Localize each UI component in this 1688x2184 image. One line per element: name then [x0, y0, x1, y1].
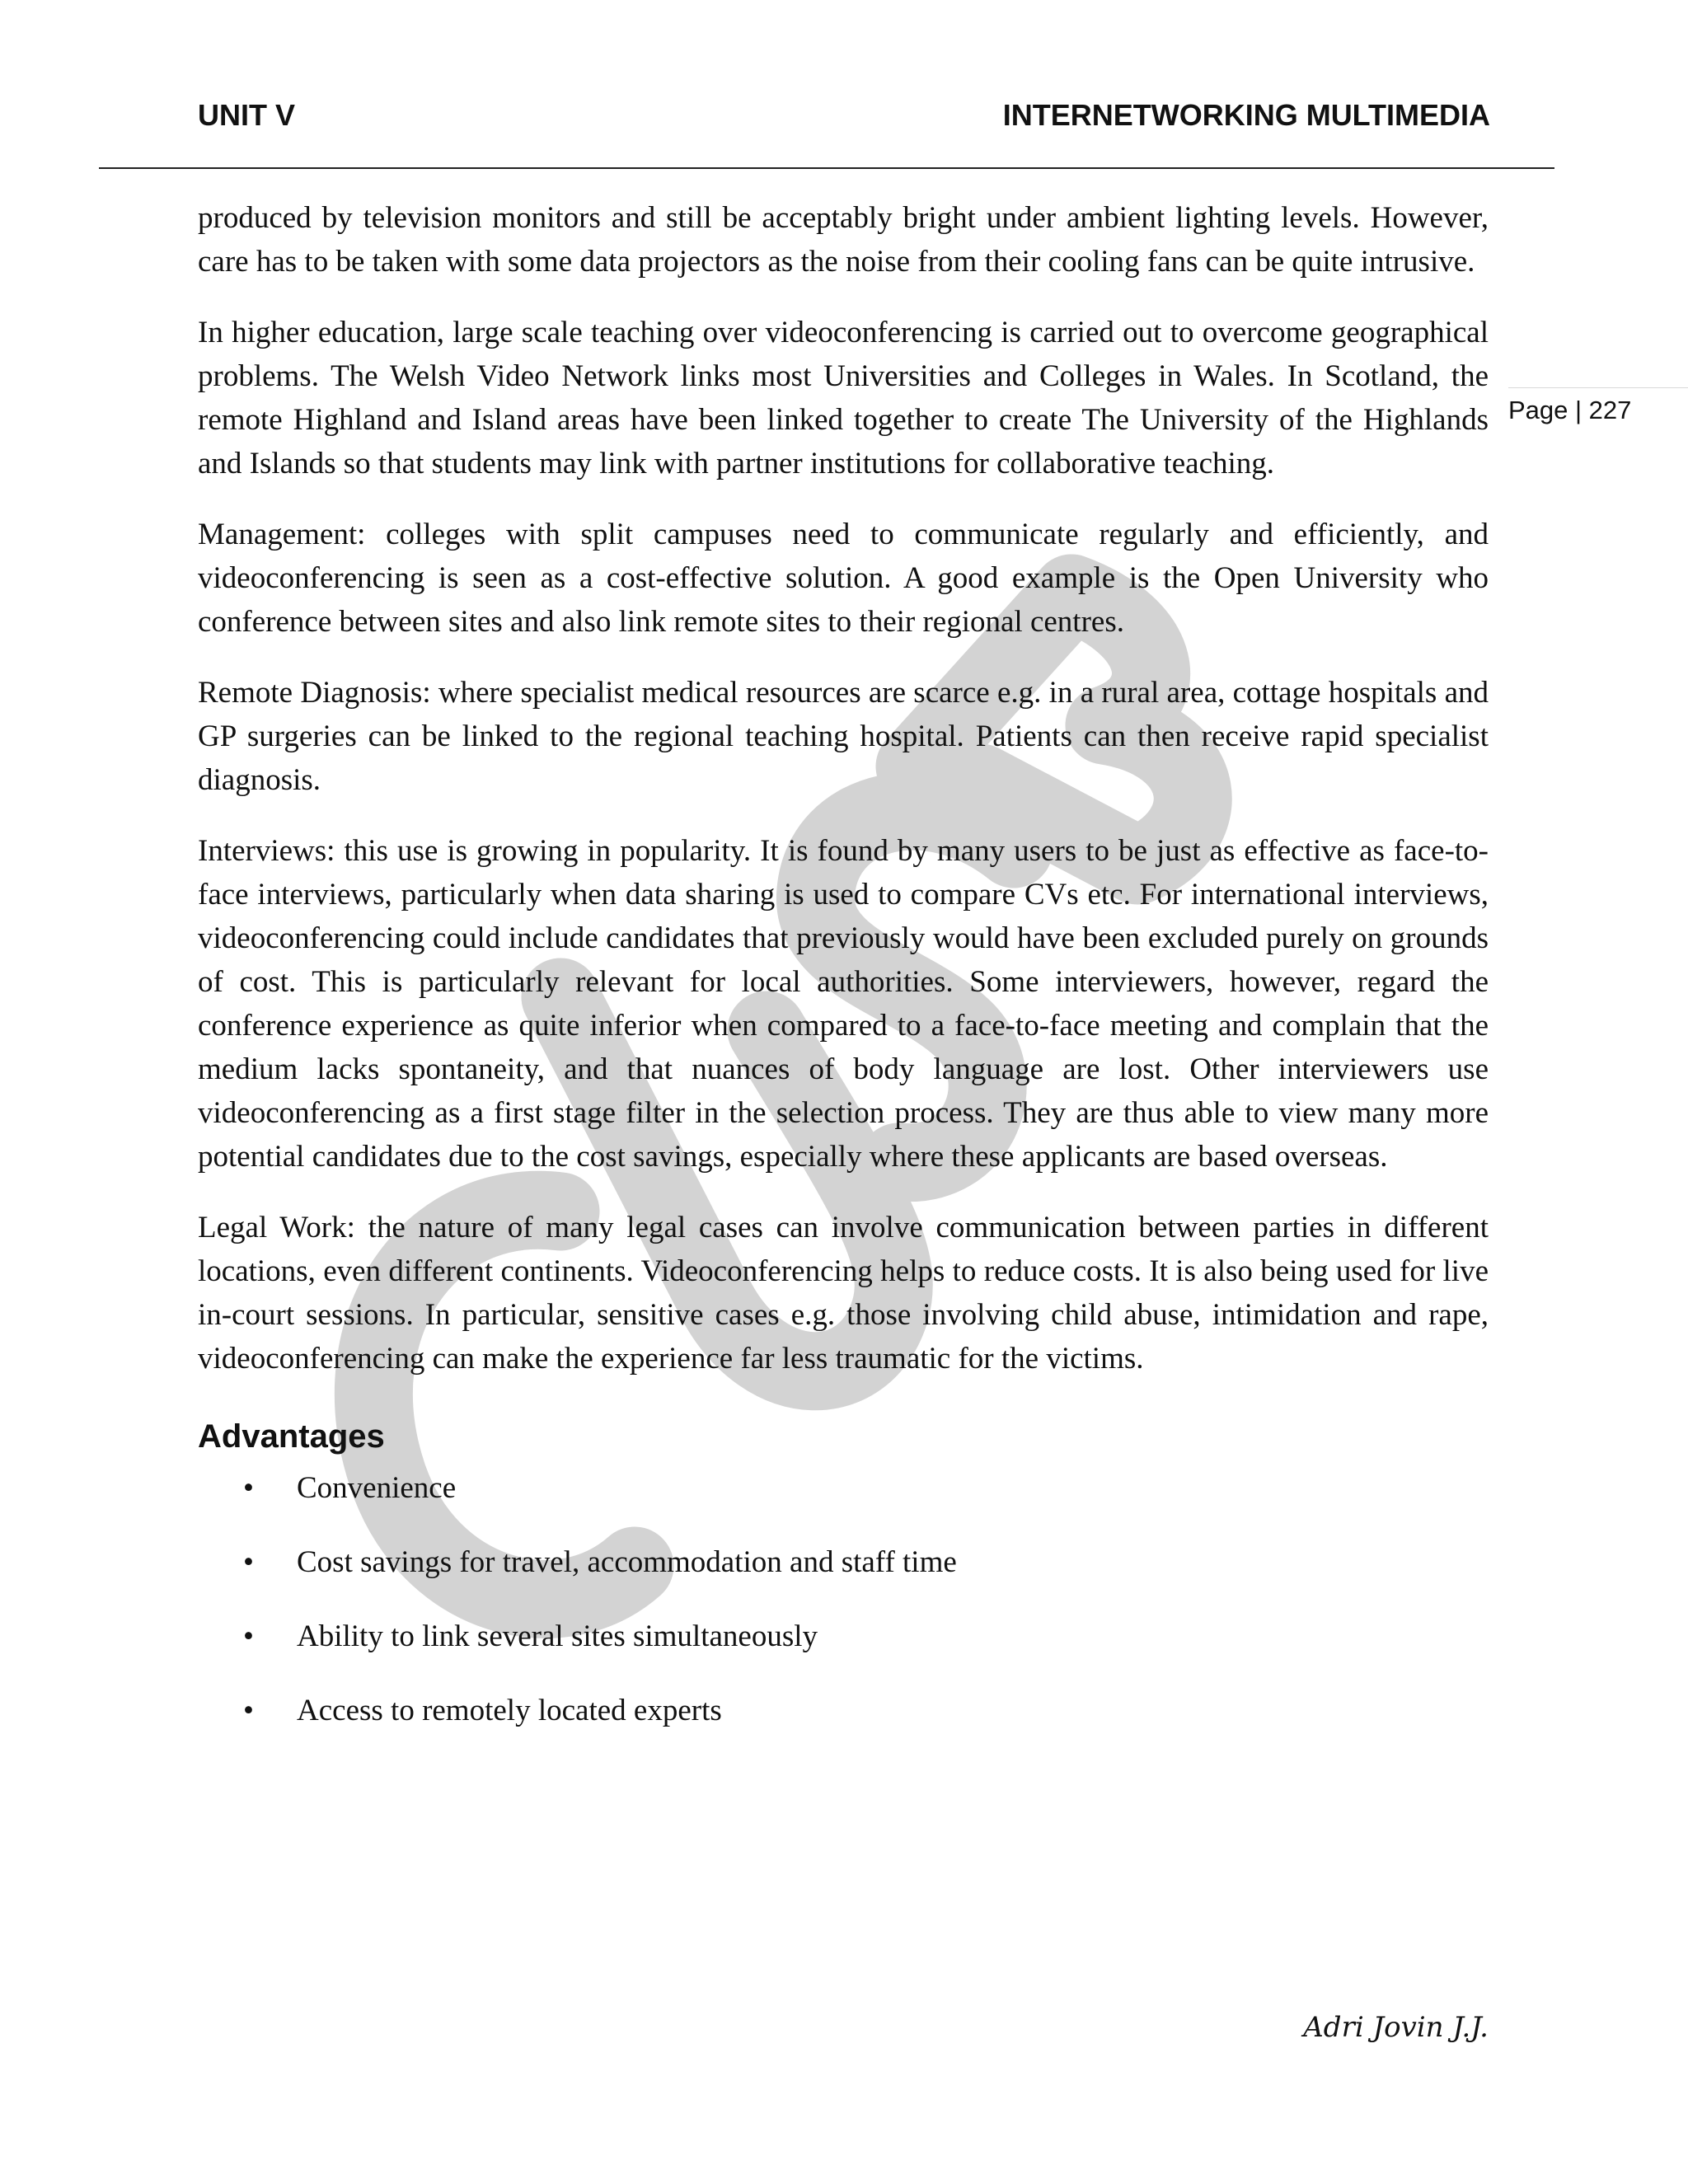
list-item — [243, 1466, 1489, 1510]
author-signature: Adri Jovin J.J. — [1303, 2011, 1489, 2044]
bullet-icon: • — [243, 1545, 254, 1579]
document-body — [198, 196, 1489, 1763]
chapter-title: INTERNETWORKING MULTIMEDIA — [1002, 98, 1490, 132]
page-number-divider — [1508, 387, 1688, 388]
bullet-icon: • — [243, 1619, 254, 1653]
list-item-text: Cost savings for travel, accommodation and staff time — [297, 1545, 957, 1579]
advantages-heading: Advantages — [198, 1418, 385, 1455]
unit-label: UNIT V — [198, 98, 296, 132]
paragraph-management: Management: colleges with split campuses need to communicate regularly and efficiently, and videoconferencing is seen as a cost-effective solution. A good example is the Open University who conference between sites and also link remote sites to their regional centres. — [198, 518, 1489, 639]
list-item-text: Convenience — [297, 1471, 457, 1505]
paragraph-higher-education: In higher education, large scale teaching over videoconferencing is carried out to overcome geographical problems. The Welsh Video Network links most Universities and Colleges in Wales. In Scotland, the remote Highland and Island areas have been linked together to create The University of the Highlands and Islands so that students may link with partner institutions for collaborative teaching. — [198, 316, 1489, 480]
list-item — [243, 1689, 1489, 1732]
list-item-text: Access to remotely located experts — [297, 1694, 722, 1727]
list-item-text: Ability to link several sites simultaneously — [297, 1619, 818, 1653]
header-divider — [99, 167, 1554, 169]
advantages-list — [198, 1466, 1489, 1732]
page-number: Page | 227 — [1508, 396, 1632, 424]
bullet-icon: • — [243, 1694, 254, 1727]
list-item — [243, 1615, 1489, 1658]
paragraph-legal-work: Legal Work: the nature of many legal cases can involve communication between parties in different locations, even different continents. Videoconferencing helps to reduce costs. It is also being used for live in-court sessions. In particular, sensitive cases e.g. those involving child abuse, intimidation and rape, videoconferencing can make the experience far less traumatic for the victims. — [198, 1211, 1489, 1376]
paragraph-display-brightness: produced by television monitors and still be acceptably bright under ambient lighting levels. However, care has to be taken with some data projectors as the noise from their cooling fans can be quite intrusive. — [198, 201, 1489, 279]
list-item — [243, 1540, 1489, 1584]
bullet-icon: • — [243, 1471, 254, 1505]
paragraph-remote-diagnosis: Remote Diagnosis: where specialist medical resources are scarce e.g. in a rural area, cottage hospitals and GP surgeries can be linked to the regional teaching hospital. Patients can then receive rapid specialist diagnosis. — [198, 676, 1489, 797]
paragraph-interviews: Interviews: this use is growing in popularity. It is found by many users to be just as effective as face-to-face interviews, particularly when data sharing is used to compare CVs etc. For international interviews, videoconferencing could include candidates that previously would have been excluded purely on grounds of cost. This is particularly relevant for local authorities. Some interviewers, however, regard the conference experience as quite inferior when compared to a face-to-face meeting and complain that the medium lacks spontaneity, and that nuances of body language are lost. Other interviewers use videoconferencing as a first stage filter in the selection process. They are thus able to view many more potential candidates due to the cost savings, especially where these applicants are based overseas. — [198, 834, 1489, 1174]
